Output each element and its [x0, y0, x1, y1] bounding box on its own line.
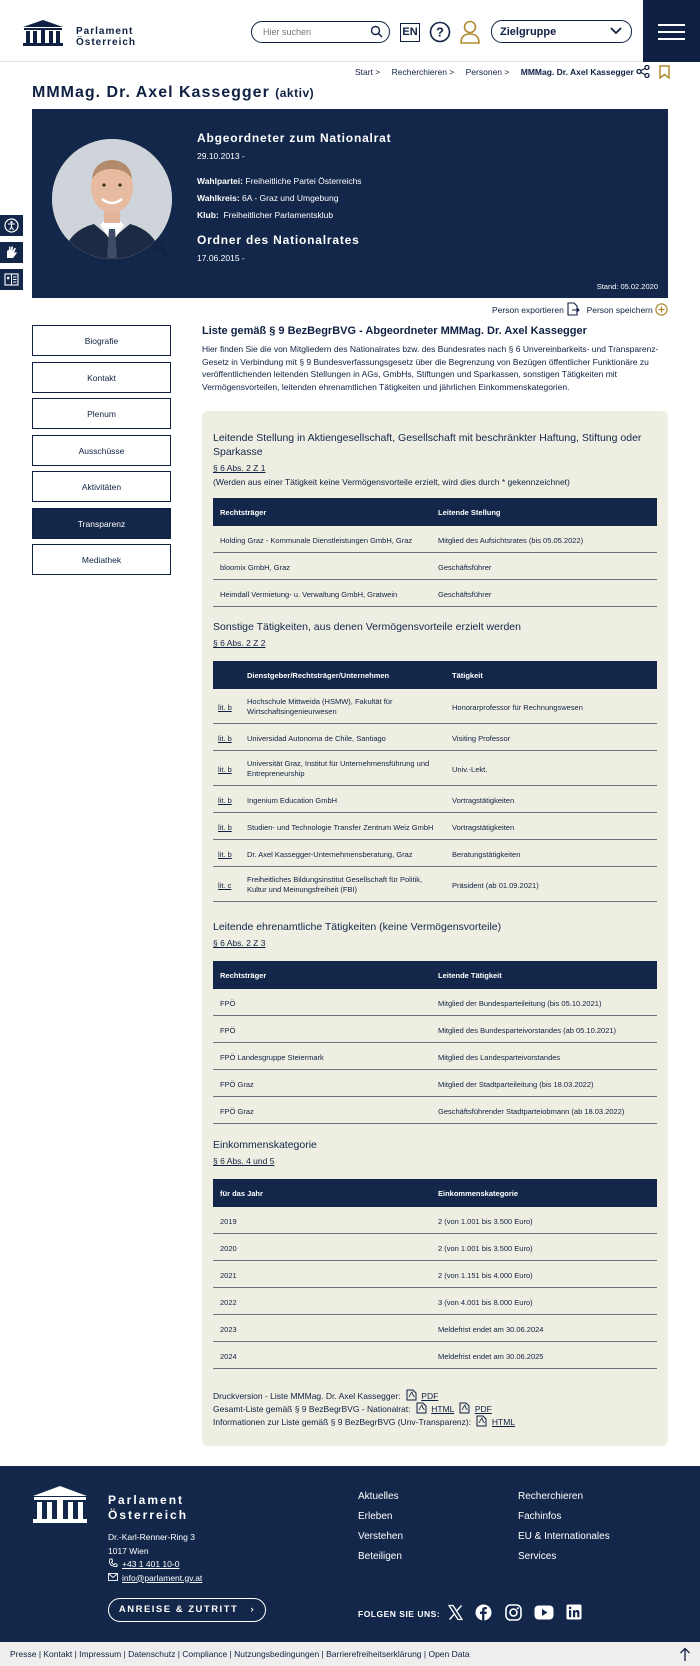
hero-wahlpartei	[197, 176, 362, 186]
table-row	[213, 751, 657, 786]
phone-link[interactable]: +43 1 401 10-0	[122, 1559, 180, 1569]
lit-link[interactable]: lit. b	[218, 850, 232, 859]
table-row	[213, 1315, 657, 1342]
zielgruppe-select[interactable]	[491, 20, 632, 43]
hero-role-nationalrat: Abgeordneter zum Nationalrat	[197, 131, 392, 145]
parliament-logo-icon[interactable]	[21, 18, 65, 46]
breadcrumb	[355, 67, 643, 77]
footer-logo-line1: Parlament	[108, 1493, 185, 1507]
logo-text[interactable]	[76, 26, 136, 48]
page-title	[32, 84, 314, 102]
section1-ref-link[interactable]: § 6 Abs. 2 Z 1	[213, 463, 266, 473]
table-cell: Geschäftsführer	[438, 563, 492, 572]
table-row	[213, 813, 657, 840]
hero-klub	[197, 210, 333, 220]
footer-link-services[interactable]: Services	[518, 1551, 557, 1562]
table-header	[213, 498, 657, 526]
search-box	[251, 21, 390, 43]
column-header: Einkommenskategorie	[438, 1189, 519, 1198]
table-cell: FPÖ	[220, 999, 236, 1008]
sign-language-icon	[4, 245, 19, 260]
lit-link[interactable]: lit. c	[218, 881, 232, 890]
hero-wahlpartei-label: Wahlpartei:	[197, 176, 243, 186]
hero-klub-value: Freiheitlicher Parlamentsklub	[223, 210, 334, 220]
table-cell: Mitglied der Stadtparteileitung (bis 18.03.2022)	[438, 1080, 594, 1089]
help-icon[interactable]	[429, 21, 451, 43]
table-cell: Meldefrist endet am 30.06.2025	[438, 1352, 544, 1361]
table-cell: Mitglied des Aufsichtsrates (bis 05.05.2022)	[438, 536, 584, 545]
html-icon	[416, 1402, 427, 1414]
table-cell: 2 (von 1.001 bis 3.500 Euro)	[438, 1244, 533, 1253]
x-twitter-icon[interactable]	[447, 1604, 464, 1621]
site-footer	[0, 1466, 700, 1642]
table-cell: 2020	[220, 1244, 237, 1253]
nav-kontakt[interactable]: Kontakt	[32, 362, 171, 393]
export-person-button[interactable]	[492, 305, 580, 315]
youtube-icon[interactable]	[534, 1605, 554, 1620]
arrow-up-icon[interactable]	[679, 1647, 691, 1662]
section2-title: Sonstige Tätigkeiten, aus denen Vermögensvorteile erzielt werden	[213, 621, 521, 633]
section1-table	[213, 498, 657, 607]
person-name: MMMag. Dr. Axel Kassegger	[32, 84, 270, 101]
export-label: Person exportieren	[492, 305, 564, 315]
table-cell: bloomix GmbH, Graz	[220, 563, 291, 572]
column-header: Leitende Stellung	[438, 508, 501, 517]
cell-line: Universität Graz, Institut für Unternehmensführung und	[247, 759, 430, 768]
accessibility-icon	[4, 218, 19, 233]
footer-link-verstehen[interactable]: Verstehen	[358, 1531, 404, 1542]
save-person-button[interactable]	[587, 305, 669, 315]
table-row	[213, 989, 657, 1016]
download-pdf-link[interactable]: PDF	[421, 1391, 439, 1401]
parliament-logo-icon[interactable]	[31, 1484, 89, 1524]
section4-title: Einkommenskategorie	[213, 1139, 317, 1151]
table-row	[213, 1207, 657, 1234]
export-icon	[566, 302, 580, 316]
anreise-label: ANREISE & ZUTRITT	[118, 1604, 239, 1615]
table-row	[213, 840, 657, 867]
column-header: für das Jahr	[220, 1189, 263, 1198]
hero-wahlkreis-value: 6A - Graz und Umgebung	[242, 193, 339, 203]
facebook-icon[interactable]	[475, 1604, 492, 1621]
table-cell	[247, 759, 429, 778]
table-cell: 2024	[220, 1352, 237, 1361]
table-cell: Studien- und Technologie Transfer Zentrum Weiz GmbH	[247, 823, 434, 832]
table-cell: Visiting Professor	[452, 734, 511, 743]
table-row	[213, 1288, 657, 1315]
table-cell: Heimdall Vermietung- u. Verwaltung GmbH, Gratwein	[220, 590, 398, 599]
table-cell: FPÖ Graz	[220, 1080, 254, 1089]
search-icon[interactable]	[370, 25, 383, 38]
table-cell: Mitglied des Landesparteivorstandes	[438, 1053, 561, 1062]
pdf-icon	[459, 1402, 470, 1414]
hero-wahlkreis	[197, 193, 338, 203]
cell-line: Entrepreneurship	[247, 768, 305, 778]
table-cell: Beratungstätigkeiten	[452, 850, 521, 859]
table-cell: Präsident (ab 01.09.2021)	[452, 881, 539, 890]
section3-title: Leitende ehrenamtliche Tätigkeiten (keine Vermögensvorteile)	[213, 921, 502, 933]
follow-label: FOLGEN SIE UNS:	[358, 1609, 441, 1619]
table-header	[213, 961, 657, 989]
share-icon[interactable]	[636, 65, 650, 78]
table-cell: FPÖ Graz	[220, 1107, 254, 1116]
nav-plenum[interactable]: Plenum	[32, 398, 171, 429]
table-row	[213, 867, 657, 902]
footer-phone	[108, 1558, 202, 1572]
table-cell: Vortragstätigkeiten	[452, 796, 515, 805]
table-cell: Vortragstätigkeiten	[452, 823, 515, 832]
download-row-gesamt	[213, 1402, 492, 1414]
download-row-info	[213, 1415, 515, 1427]
download-html-link[interactable]: HTML	[431, 1404, 455, 1414]
table-row	[213, 724, 657, 751]
add-circle-icon	[655, 303, 668, 316]
footer-bottom-bar	[0, 1642, 700, 1666]
download-pdf-link[interactable]: PDF	[474, 1404, 492, 1414]
breadcrumb-recherchieren[interactable]: Recherchieren >	[391, 67, 455, 77]
chevron-down-icon	[610, 27, 622, 35]
hero-role-nationalrat-date: 29.10.2013 -	[197, 151, 245, 161]
lit-link[interactable]: lit. b	[218, 823, 232, 832]
section2-table	[213, 661, 657, 902]
table-cell: 2019	[220, 1217, 237, 1226]
address-city: 1017 Wien	[108, 1545, 149, 1556]
table-cell: Meldefrist endet am 30.06.2024	[438, 1325, 544, 1334]
table-cell: Dr. Axel Kassegger-Unternehmensberatung, Graz	[247, 850, 413, 859]
hero-klub-label: Klub:	[197, 210, 219, 220]
table-row	[213, 689, 657, 724]
download-row-print	[213, 1389, 438, 1401]
html-icon	[476, 1415, 487, 1427]
logo-line2: Österreich	[76, 37, 137, 48]
easy-language-icon	[4, 272, 19, 287]
table-row	[213, 1097, 657, 1124]
save-label: Person speichern	[586, 305, 653, 315]
breadcrumb-current: MMMag. Dr. Axel Kassegger	[520, 67, 634, 77]
table-cell: 2 (von 1.001 bis 3.500 Euro)	[438, 1217, 533, 1226]
download-label: Informationen zur Liste gemäß § 9 BezBegrBVG (Unv-Transparenz):	[213, 1417, 472, 1427]
phone-icon	[108, 1558, 118, 1568]
download-label: Druckversion - Liste MMMag. Dr. Axel Kassegger:	[213, 1391, 401, 1401]
email-link[interactable]: info@parlament.gv.at	[122, 1572, 203, 1583]
hero-role-ordner: Ordner des Nationalrates	[197, 233, 360, 247]
footer-link-eu[interactable]: EU & Internationales	[518, 1531, 610, 1542]
person-hero	[32, 109, 668, 298]
chevron-right-icon: ›	[250, 1604, 256, 1615]
footer-logo-text[interactable]	[108, 1493, 188, 1523]
sign-language-tab[interactable]	[0, 242, 23, 263]
footer-link-fachinfos[interactable]: Fachinfos	[518, 1511, 562, 1522]
nav-biografie[interactable]: Biografie	[32, 325, 171, 356]
person-status: (aktiv)	[275, 86, 315, 100]
section3-ref-link[interactable]: § 6 Abs. 2 Z 3	[213, 938, 266, 948]
lit-link[interactable]: lit. b	[218, 703, 232, 712]
table-cell	[247, 697, 392, 716]
lit-link[interactable]: lit. b	[218, 734, 232, 743]
section2-ref-link[interactable]: § 6 Abs. 2 Z 2	[213, 638, 266, 648]
table-row	[213, 1043, 657, 1070]
nav-ausschuesse[interactable]: Ausschüsse	[32, 435, 171, 466]
breadcrumb-personen[interactable]: Personen >	[465, 67, 510, 77]
site-header	[0, 0, 700, 62]
footer-link-beteiligen[interactable]: Beteiligen	[358, 1551, 402, 1562]
transparency-intro: Hier finden Sie die von Mitgliedern des Nationalrates bzw. des Bundesrates nach § 6 Unvereinbarkeits- und Transparenz-Gesetz in Verbindung mit § 9 Bundesverfassungsgesetz über die Begrenzung von Bezügen öffentlicher Funktionäre zu veröffentlichenden leitenden Stellungen in AGs, GmbHs, Stiftungen und Sparkassen, sonstigen Tätigkeiten mit Vermögensvorteilen, leitenden ehrenamtlichen Tätigkeiten und jährlichen Einkommenskategorien.	[202, 344, 659, 392]
cell-line: Hochschule Mittweida (HSMW), Fakultät für	[247, 697, 393, 706]
footer-link-erleben[interactable]: Erleben	[358, 1511, 393, 1522]
table-cell: Holding Graz - Kommunale Dienstleistungen GmbH, Graz	[220, 536, 413, 545]
footer-email	[108, 1572, 202, 1586]
transparency-title: Liste gemäß § 9 BezBegrBVG - Abgeordneter MMMag. Dr. Axel Kassegger	[202, 325, 587, 337]
table-cell: Mitglied des Bundesparteivorstandes (ab 05.10.2021)	[438, 1026, 617, 1035]
table-cell: FPÖ	[220, 1026, 236, 1035]
hero-role-ordner-date: 17.06.2015 -	[197, 253, 245, 263]
lit-link[interactable]: lit. b	[218, 796, 232, 805]
nav-aktivitaeten[interactable]: Aktivitäten	[32, 471, 171, 502]
lit-link[interactable]: lit. b	[218, 765, 232, 774]
table-cell: Honorarprofessor für Rechnungswesen	[452, 703, 583, 712]
cell-line: Freiheitliches Bildungsinstitut Gesellschaft für Politik,	[247, 875, 423, 884]
cell-line: Kultur und Meinungsfreiheit (FBI)	[247, 884, 358, 894]
table-row	[213, 553, 657, 580]
table-row	[213, 580, 657, 607]
accessibility-tab[interactable]	[0, 215, 23, 236]
user-icon[interactable]	[459, 20, 481, 44]
table-cell: 2022	[220, 1298, 237, 1307]
section3-table	[213, 961, 657, 1124]
table-cell: Univ.-Lekt.	[452, 765, 488, 774]
address-street: Dr.-Karl-Renner-Ring 3	[108, 1532, 195, 1542]
language-button[interactable]: EN	[400, 23, 420, 42]
footer-link-recherchieren[interactable]: Recherchieren	[518, 1491, 584, 1502]
breadcrumb-start[interactable]: Start >	[355, 67, 381, 77]
logo-line1: Parlament	[76, 26, 134, 37]
anreise-button[interactable]	[108, 1598, 266, 1622]
footer-address	[108, 1531, 202, 1585]
table-row	[213, 1070, 657, 1097]
table-cell: 3 (von 4.001 bis 8.000 Euro)	[438, 1298, 533, 1307]
table-row	[213, 1234, 657, 1261]
table-cell: Ingenium Education GmbH	[247, 796, 338, 805]
hero-stand-date: Stand: 05.02.2020	[596, 282, 658, 291]
column-header: Tätigkeit	[452, 671, 483, 680]
table-cell: Mitglied der Bundesparteileitung (bis 05.10.2021)	[438, 999, 602, 1008]
column-header: Rechtsträger	[220, 971, 267, 980]
table-row	[213, 1261, 657, 1288]
pdf-icon	[406, 1389, 417, 1401]
table-row	[213, 1342, 657, 1369]
section1-title: Leitende Stellung in Aktiengesellschaft, Gesellschaft mit beschränkter Haftung, Stiftung oder Sparkasse	[213, 432, 642, 458]
menu-button[interactable]	[643, 0, 700, 62]
download-html-link[interactable]: HTML	[491, 1417, 515, 1427]
table-header	[213, 1179, 657, 1207]
nav-mediathek[interactable]: Mediathek	[32, 544, 171, 575]
cell-line: Wirtschaftsingenieurwesen	[247, 706, 337, 716]
footer-legal-links[interactable]: Presse | Kontakt | Impressum | Datenschutz | Compliance | Nutzungsbedingungen | Barrierefreiheitserklärung | Open Data	[10, 1649, 470, 1659]
column-header: Rechtsträger	[220, 508, 267, 517]
table-cell: 2 (von 1.151 bis 4.000 Euro)	[438, 1271, 533, 1280]
svg-text:?: ?	[436, 24, 444, 40]
column-header: Leitende Tätigkeit	[438, 971, 502, 980]
linkedin-icon[interactable]	[566, 1604, 582, 1620]
table-cell: 2021	[220, 1271, 237, 1280]
table-row	[213, 786, 657, 813]
hero-wahlpartei-value: Freiheitliche Partei Österreichs	[245, 176, 362, 186]
table-row	[213, 1016, 657, 1043]
instagram-icon[interactable]	[505, 1604, 522, 1621]
table-cell: Geschäftsführer	[438, 590, 492, 599]
table-row	[213, 526, 657, 553]
table-cell: FPÖ Landesgruppe Steiermark	[220, 1053, 324, 1062]
person-actions	[492, 302, 668, 316]
table-cell: 2023	[220, 1325, 237, 1334]
zoom-in-icon[interactable]	[153, 241, 167, 255]
hero-wahlkreis-label: Wahlkreis:	[197, 193, 240, 203]
zielgruppe-label: Zielgruppe	[500, 26, 557, 38]
section4-ref-link[interactable]: § 6 Abs. 4 und 5	[213, 1156, 275, 1166]
footer-link-aktuelles[interactable]: Aktuelles	[358, 1491, 399, 1502]
download-label: Gesamt-Liste gemäß § 9 BezBegrBVG - Nationalrat:	[213, 1404, 411, 1414]
column-header: Dienstgeber/Rechtsträger/Unternehmen	[247, 671, 390, 680]
table-cell: Geschäftsführender Stadtparteiobmann (ab 18.03.2022)	[438, 1107, 625, 1116]
bookmark-icon[interactable]	[659, 65, 670, 79]
footer-logo-line2: Österreich	[108, 1508, 189, 1522]
section4-table	[213, 1179, 657, 1369]
section1-note: (Werden aus einer Tätigkeit keine Vermögensvorteile erzielt, wird dies durch * gekennzeichnet)	[213, 477, 570, 487]
nav-transparenz[interactable]: Transparenz	[32, 508, 171, 539]
search-input[interactable]	[263, 25, 363, 39]
mail-icon	[108, 1573, 118, 1581]
table-cell	[247, 875, 422, 894]
table-cell: Universidad Autonoma de Chile, Santiago	[247, 734, 386, 743]
easy-language-tab[interactable]	[0, 269, 23, 290]
table-header	[213, 661, 657, 689]
